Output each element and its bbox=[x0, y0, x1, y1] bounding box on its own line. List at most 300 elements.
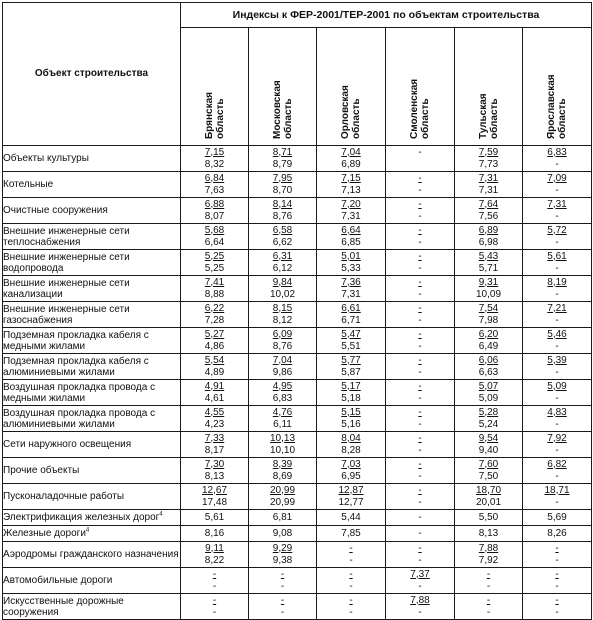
index-value-fer: - bbox=[418, 340, 422, 352]
region-name: Брянская bbox=[203, 91, 215, 139]
index-value-fer: 12,77 bbox=[338, 496, 364, 508]
index-cell bbox=[523, 526, 592, 542]
object-column-header: Объект строительства bbox=[3, 3, 181, 146]
object-name: Воздушная прокладка провода с алюминиевыми жилами bbox=[3, 407, 156, 430]
index-value-ter: - bbox=[418, 380, 422, 392]
index-value-fer: - bbox=[418, 554, 422, 566]
index-cell bbox=[317, 568, 386, 594]
index-value-ter: 18,70 bbox=[475, 484, 502, 496]
index-cell bbox=[249, 224, 317, 250]
index-value-fer: 9,86 bbox=[272, 366, 293, 378]
index-cell bbox=[523, 146, 592, 172]
index-value-fer bbox=[386, 159, 454, 171]
index-value-fer: - bbox=[280, 580, 285, 592]
index-value-fer: 6,49 bbox=[478, 340, 499, 352]
index-value-ter: 9,84 bbox=[272, 276, 293, 288]
index-cell bbox=[455, 328, 523, 354]
index-value-ter: - bbox=[555, 542, 559, 554]
object-name-cell bbox=[3, 224, 181, 250]
index-cell bbox=[523, 432, 592, 458]
index-value-ter: - bbox=[555, 594, 559, 606]
index-value-fer: 7,31 bbox=[341, 210, 361, 222]
index-value-fer: 7,31 bbox=[341, 288, 361, 300]
index-value-ter: 4,55 bbox=[204, 406, 225, 418]
index-value-ter: 8,15 bbox=[272, 302, 293, 314]
index-value-ter: 6,20 bbox=[478, 328, 499, 340]
index-value-ter: 5,68 bbox=[204, 224, 225, 236]
index-cell bbox=[455, 354, 523, 380]
index-value-ter: 6,31 bbox=[272, 250, 293, 262]
index-value-fer: 8,70 bbox=[272, 184, 293, 196]
index-value-ter: - bbox=[418, 172, 422, 184]
index-value-ter: - bbox=[418, 406, 422, 418]
index-value-fer: 8,69 bbox=[272, 470, 293, 482]
index-cell bbox=[181, 406, 249, 432]
object-name: Автомобильные дороги bbox=[3, 575, 113, 586]
index-cell bbox=[249, 328, 317, 354]
index-cell bbox=[181, 380, 249, 406]
object-name-cell bbox=[3, 594, 181, 620]
index-cell bbox=[249, 380, 317, 406]
index-cell bbox=[181, 328, 249, 354]
index-value-ter: 8,14 bbox=[272, 198, 293, 210]
index-value-fer: - bbox=[555, 580, 559, 592]
index-value-fer: 4,86 bbox=[204, 340, 225, 352]
index-value-ter: - bbox=[349, 568, 353, 580]
object-name-cell bbox=[3, 510, 181, 526]
region-name: Тульская bbox=[477, 92, 489, 139]
index-cell bbox=[455, 198, 523, 224]
index-value-fer: 5,33 bbox=[341, 262, 361, 274]
index-value-ter: 7,31 bbox=[547, 198, 567, 210]
index-value-fer: 5,16 bbox=[341, 418, 361, 430]
index-value-fer: - bbox=[555, 366, 559, 378]
table-row bbox=[3, 276, 592, 302]
object-name: Очистные сооружения bbox=[3, 205, 108, 216]
index-cell bbox=[523, 328, 592, 354]
index-cell bbox=[317, 146, 386, 172]
index-value-ter: 7,95 bbox=[272, 172, 293, 184]
index-cell bbox=[181, 484, 249, 510]
object-name-cell bbox=[3, 432, 181, 458]
index-cell bbox=[181, 354, 249, 380]
index-cell bbox=[249, 354, 317, 380]
index-cell bbox=[386, 250, 455, 276]
index-value-ter: 9,54 bbox=[478, 432, 499, 444]
table-row bbox=[3, 302, 592, 328]
index-cell bbox=[455, 458, 523, 484]
table-row bbox=[3, 406, 592, 432]
object-name: Объекты культуры bbox=[3, 153, 89, 164]
index-cell bbox=[317, 484, 386, 510]
index-value-fer: 7,13 bbox=[341, 184, 361, 196]
index-value-ter: 6,81 bbox=[272, 511, 293, 523]
index-value-fer: 5,71 bbox=[478, 262, 499, 274]
index-value-fer: 20,99 bbox=[269, 496, 296, 508]
index-value-fer: 5,18 bbox=[341, 392, 361, 404]
index-value-fer: - bbox=[418, 314, 422, 326]
index-value-ter: 7,37 bbox=[410, 568, 430, 580]
index-value-fer: - bbox=[555, 554, 559, 566]
object-name-cell bbox=[3, 172, 181, 198]
index-value-ter: 8,19 bbox=[547, 276, 567, 288]
index-value-fer: 7,73 bbox=[478, 158, 499, 170]
index-cell bbox=[181, 594, 249, 620]
object-name: Внешние инженерные сети теплоснабжения bbox=[3, 225, 130, 248]
index-value-fer: 17,48 bbox=[201, 496, 228, 508]
index-value-ter: 7,04 bbox=[272, 354, 293, 366]
region-header bbox=[249, 28, 317, 146]
region-header bbox=[317, 28, 386, 146]
index-value-fer: - bbox=[555, 392, 559, 404]
index-value-fer: 10,10 bbox=[269, 444, 296, 456]
index-value-fer: 8,79 bbox=[272, 158, 293, 170]
index-cell bbox=[317, 458, 386, 484]
index-value-fer: - bbox=[418, 470, 422, 482]
object-name: Подземная прокладка кабеля с алюминиевыми жилами bbox=[3, 355, 149, 378]
index-value-fer: - bbox=[418, 606, 422, 618]
index-cell bbox=[317, 380, 386, 406]
index-value-fer: 6,85 bbox=[341, 236, 361, 248]
index-cell bbox=[249, 250, 317, 276]
index-value-ter: 6,06 bbox=[478, 354, 499, 366]
index-cell bbox=[317, 302, 386, 328]
object-name-cell bbox=[3, 458, 181, 484]
index-value-fer: 8,12 bbox=[272, 314, 293, 326]
object-name-cell bbox=[3, 276, 181, 302]
index-cell bbox=[523, 568, 592, 594]
index-value-ter: 18,71 bbox=[544, 484, 570, 496]
table-row bbox=[3, 432, 592, 458]
object-name: Котельные bbox=[3, 179, 54, 190]
index-cell bbox=[317, 526, 386, 542]
index-cell bbox=[317, 594, 386, 620]
index-cell bbox=[386, 406, 455, 432]
index-value-ter: - bbox=[486, 568, 491, 580]
index-cell bbox=[317, 328, 386, 354]
index-value-fer: 9,40 bbox=[478, 444, 499, 456]
index-cell bbox=[317, 542, 386, 568]
index-value-fer: - bbox=[555, 444, 559, 456]
index-value-fer: - bbox=[555, 236, 559, 248]
index-value-ter: - bbox=[418, 511, 422, 523]
index-value-ter: 4,91 bbox=[204, 380, 225, 392]
index-cell bbox=[386, 276, 455, 302]
index-value-ter: 9,31 bbox=[478, 276, 499, 288]
index-cell bbox=[523, 458, 592, 484]
index-value-fer: 20,01 bbox=[475, 496, 502, 508]
index-value-ter: - bbox=[280, 568, 285, 580]
object-name: Внешние инженерные сети канализации bbox=[3, 277, 130, 300]
index-cell bbox=[181, 172, 249, 198]
object-name-cell bbox=[3, 354, 181, 380]
index-cell bbox=[386, 458, 455, 484]
index-value-fer: - bbox=[486, 606, 491, 618]
index-cell bbox=[523, 594, 592, 620]
index-value-fer: 6,62 bbox=[272, 236, 293, 248]
index-value-fer: 7,63 bbox=[204, 184, 225, 196]
index-value-fer: 6,95 bbox=[341, 470, 361, 482]
region-name: Ярославская bbox=[546, 73, 557, 139]
index-cell bbox=[455, 568, 523, 594]
index-value-ter: 5,46 bbox=[547, 328, 567, 340]
index-cell bbox=[523, 354, 592, 380]
index-value-fer: 8,17 bbox=[204, 444, 225, 456]
index-value-ter: 5,44 bbox=[341, 511, 361, 523]
index-value-ter: - bbox=[418, 527, 422, 539]
table-row bbox=[3, 146, 592, 172]
index-cell bbox=[386, 526, 455, 542]
index-value-fer: 6,89 bbox=[341, 158, 361, 170]
index-value-fer: 6,12 bbox=[272, 262, 293, 274]
index-cell bbox=[455, 510, 523, 526]
index-value-fer: 8,76 bbox=[272, 210, 293, 222]
index-cell bbox=[523, 380, 592, 406]
index-cell bbox=[455, 432, 523, 458]
index-value-ter: 8,71 bbox=[272, 146, 293, 158]
index-cell bbox=[523, 302, 592, 328]
index-value-ter: 7,92 bbox=[547, 432, 567, 444]
index-value-ter: - bbox=[418, 484, 422, 496]
index-cell bbox=[181, 302, 249, 328]
index-value-ter: 6,84 bbox=[204, 172, 225, 184]
index-cell bbox=[249, 406, 317, 432]
index-value-ter: 6,09 bbox=[272, 328, 293, 340]
object-name-cell bbox=[3, 542, 181, 568]
index-value-ter: 7,04 bbox=[341, 146, 361, 158]
index-value-ter: 7,15 bbox=[204, 146, 225, 158]
region-header bbox=[386, 28, 455, 146]
index-value-fer: 7,50 bbox=[478, 470, 499, 482]
index-value-ter: 7,09 bbox=[547, 172, 567, 184]
index-value-fer: 6,98 bbox=[478, 236, 499, 248]
index-value-fer: 5,24 bbox=[478, 418, 499, 430]
index-value-ter: 8,04 bbox=[341, 432, 361, 444]
index-value-ter: 5,27 bbox=[204, 328, 225, 340]
region-header bbox=[523, 28, 592, 146]
index-cell bbox=[249, 432, 317, 458]
index-value-ter: 5,25 bbox=[204, 250, 225, 262]
index-cell bbox=[317, 276, 386, 302]
index-cell bbox=[317, 172, 386, 198]
table-row bbox=[3, 380, 592, 406]
index-cell bbox=[455, 594, 523, 620]
table-row bbox=[3, 224, 592, 250]
index-value-fer: - bbox=[418, 444, 422, 456]
index-value-ter: - bbox=[418, 354, 422, 366]
object-name: Воздушная прокладка провода с медными жилами bbox=[3, 381, 156, 404]
index-value-fer: 6,83 bbox=[272, 392, 293, 404]
index-value-fer: 8,32 bbox=[204, 158, 225, 170]
object-name: Искусственные дорожные сооружения bbox=[3, 595, 124, 618]
index-value-ter: 5,07 bbox=[478, 380, 499, 392]
index-value-ter: 7,30 bbox=[204, 458, 225, 470]
index-cell bbox=[455, 276, 523, 302]
index-cell bbox=[386, 594, 455, 620]
index-cell bbox=[523, 172, 592, 198]
object-name-cell bbox=[3, 146, 181, 172]
region-type: область bbox=[420, 97, 431, 139]
index-value-ter: 7,21 bbox=[547, 302, 567, 314]
index-cell bbox=[181, 276, 249, 302]
table-row bbox=[3, 568, 592, 594]
index-value-fer: - bbox=[418, 392, 422, 404]
index-value-fer: 4,89 bbox=[204, 366, 225, 378]
table-row bbox=[3, 354, 592, 380]
index-cell bbox=[249, 526, 317, 542]
index-value-fer: - bbox=[555, 158, 559, 170]
index-cell bbox=[455, 224, 523, 250]
index-cell bbox=[386, 328, 455, 354]
index-value-fer: - bbox=[212, 580, 217, 592]
index-value-ter: - bbox=[418, 328, 422, 340]
index-cell bbox=[317, 510, 386, 526]
index-value-ter: - bbox=[212, 594, 217, 606]
index-cell bbox=[523, 542, 592, 568]
object-name-cell bbox=[3, 250, 181, 276]
index-cell bbox=[181, 510, 249, 526]
index-table bbox=[2, 2, 592, 620]
index-value-ter: 5,09 bbox=[547, 380, 567, 392]
index-value-ter: 7,15 bbox=[341, 172, 361, 184]
object-name: Аэродромы гражданского назначения bbox=[3, 549, 179, 560]
index-value-ter: 4,95 bbox=[272, 380, 293, 392]
index-cell bbox=[317, 250, 386, 276]
region-type: область bbox=[351, 97, 362, 139]
object-name-cell bbox=[3, 406, 181, 432]
index-cell bbox=[181, 568, 249, 594]
index-cell bbox=[523, 276, 592, 302]
region-header bbox=[455, 28, 523, 146]
index-cell bbox=[455, 380, 523, 406]
index-value-fer: 8,76 bbox=[272, 340, 293, 352]
index-value-fer: 7,28 bbox=[204, 314, 225, 326]
index-value-fer: - bbox=[555, 496, 559, 508]
index-value-ter: - bbox=[349, 542, 353, 554]
index-cell bbox=[249, 594, 317, 620]
index-cell bbox=[249, 276, 317, 302]
index-cell bbox=[523, 510, 592, 526]
index-cell bbox=[249, 542, 317, 568]
index-value-fer: - bbox=[418, 496, 422, 508]
index-value-ter: 7,88 bbox=[410, 594, 430, 606]
index-cell bbox=[386, 510, 455, 526]
region-name: Московская bbox=[271, 79, 283, 139]
index-value-fer: - bbox=[486, 580, 491, 592]
index-cell bbox=[386, 568, 455, 594]
index-cell bbox=[181, 146, 249, 172]
index-value-fer: 8,07 bbox=[204, 210, 225, 222]
index-value-fer: 6,64 bbox=[204, 236, 225, 248]
index-value-fer: - bbox=[349, 606, 353, 618]
index-value-fer: - bbox=[555, 340, 559, 352]
index-value-ter: 12,67 bbox=[201, 484, 228, 496]
index-cell bbox=[455, 250, 523, 276]
object-name-cell bbox=[3, 526, 181, 542]
index-value-ter: 6,58 bbox=[272, 224, 293, 236]
index-value-ter: 5,39 bbox=[547, 354, 567, 366]
index-value-fer: 9,38 bbox=[272, 554, 293, 566]
object-name: Внешние инженерные сети газоснабжения bbox=[3, 303, 130, 326]
index-value-fer: - bbox=[555, 262, 559, 274]
index-value-ter: 7,33 bbox=[204, 432, 225, 444]
index-cell bbox=[249, 458, 317, 484]
footnote-marker: 4 bbox=[85, 527, 90, 534]
index-value-fer: 5,87 bbox=[341, 366, 361, 378]
index-value-ter: - bbox=[418, 276, 422, 288]
index-value-ter: 6,89 bbox=[478, 224, 499, 236]
table-row bbox=[3, 172, 592, 198]
index-value-ter: 5,69 bbox=[547, 511, 567, 523]
index-value-fer: 8,88 bbox=[204, 288, 225, 300]
index-cell bbox=[386, 224, 455, 250]
index-value-ter: 6,83 bbox=[547, 146, 567, 158]
index-value-ter: 7,64 bbox=[478, 198, 499, 210]
index-value-fer: 4,61 bbox=[204, 392, 225, 404]
index-cell bbox=[455, 526, 523, 542]
index-cell bbox=[386, 432, 455, 458]
index-value-ter: 5,28 bbox=[478, 406, 499, 418]
index-value-fer: - bbox=[349, 554, 353, 566]
index-cell bbox=[317, 224, 386, 250]
index-cell bbox=[455, 302, 523, 328]
index-value-fer: 5,51 bbox=[341, 340, 361, 352]
region-type: область bbox=[214, 97, 226, 139]
table-row bbox=[3, 328, 592, 354]
index-value-fer: 8,13 bbox=[204, 470, 225, 482]
index-cell bbox=[317, 354, 386, 380]
index-value-ter: 8,13 bbox=[478, 527, 499, 539]
index-value-fer: - bbox=[555, 418, 559, 430]
region-type: область bbox=[557, 97, 568, 139]
object-name: Железные дороги bbox=[3, 528, 86, 539]
index-cell bbox=[249, 568, 317, 594]
index-cell bbox=[249, 510, 317, 526]
index-value-fer: 6,71 bbox=[341, 314, 361, 326]
index-value-ter: - bbox=[486, 594, 491, 606]
index-cell bbox=[317, 432, 386, 458]
index-value-fer: 7,98 bbox=[478, 314, 499, 326]
index-value-fer: 5,09 bbox=[478, 392, 499, 404]
object-name: Подземная прокладка кабеля с медными жилами bbox=[3, 329, 149, 352]
index-value-ter: 5,17 bbox=[341, 380, 361, 392]
index-value-ter: 4,83 bbox=[547, 406, 567, 418]
index-value-ter: 12,87 bbox=[338, 484, 364, 496]
table-row bbox=[3, 458, 592, 484]
index-cell bbox=[181, 458, 249, 484]
index-value-ter: 6,64 bbox=[341, 224, 361, 236]
table-row bbox=[3, 542, 592, 568]
object-name-cell bbox=[3, 198, 181, 224]
index-value-fer: - bbox=[555, 184, 559, 196]
index-value-ter: 5,47 bbox=[341, 328, 361, 340]
index-value-ter: 7,03 bbox=[341, 458, 361, 470]
index-value-fer: - bbox=[418, 366, 422, 378]
region-type: область bbox=[488, 97, 500, 139]
index-value-ter: 9,29 bbox=[272, 542, 293, 554]
index-value-fer: 4,23 bbox=[204, 418, 225, 430]
region-name: Смоленская bbox=[409, 78, 420, 139]
object-name: Пусконаладочные работы bbox=[3, 491, 125, 502]
index-value-fer: - bbox=[418, 236, 422, 248]
index-cell bbox=[455, 484, 523, 510]
index-value-ter: 7,60 bbox=[478, 458, 499, 470]
object-name-cell bbox=[3, 380, 181, 406]
index-value-ter: 5,50 bbox=[478, 511, 499, 523]
index-cell bbox=[181, 250, 249, 276]
index-value-ter: - bbox=[555, 568, 559, 580]
index-value-ter: 6,22 bbox=[204, 302, 225, 314]
